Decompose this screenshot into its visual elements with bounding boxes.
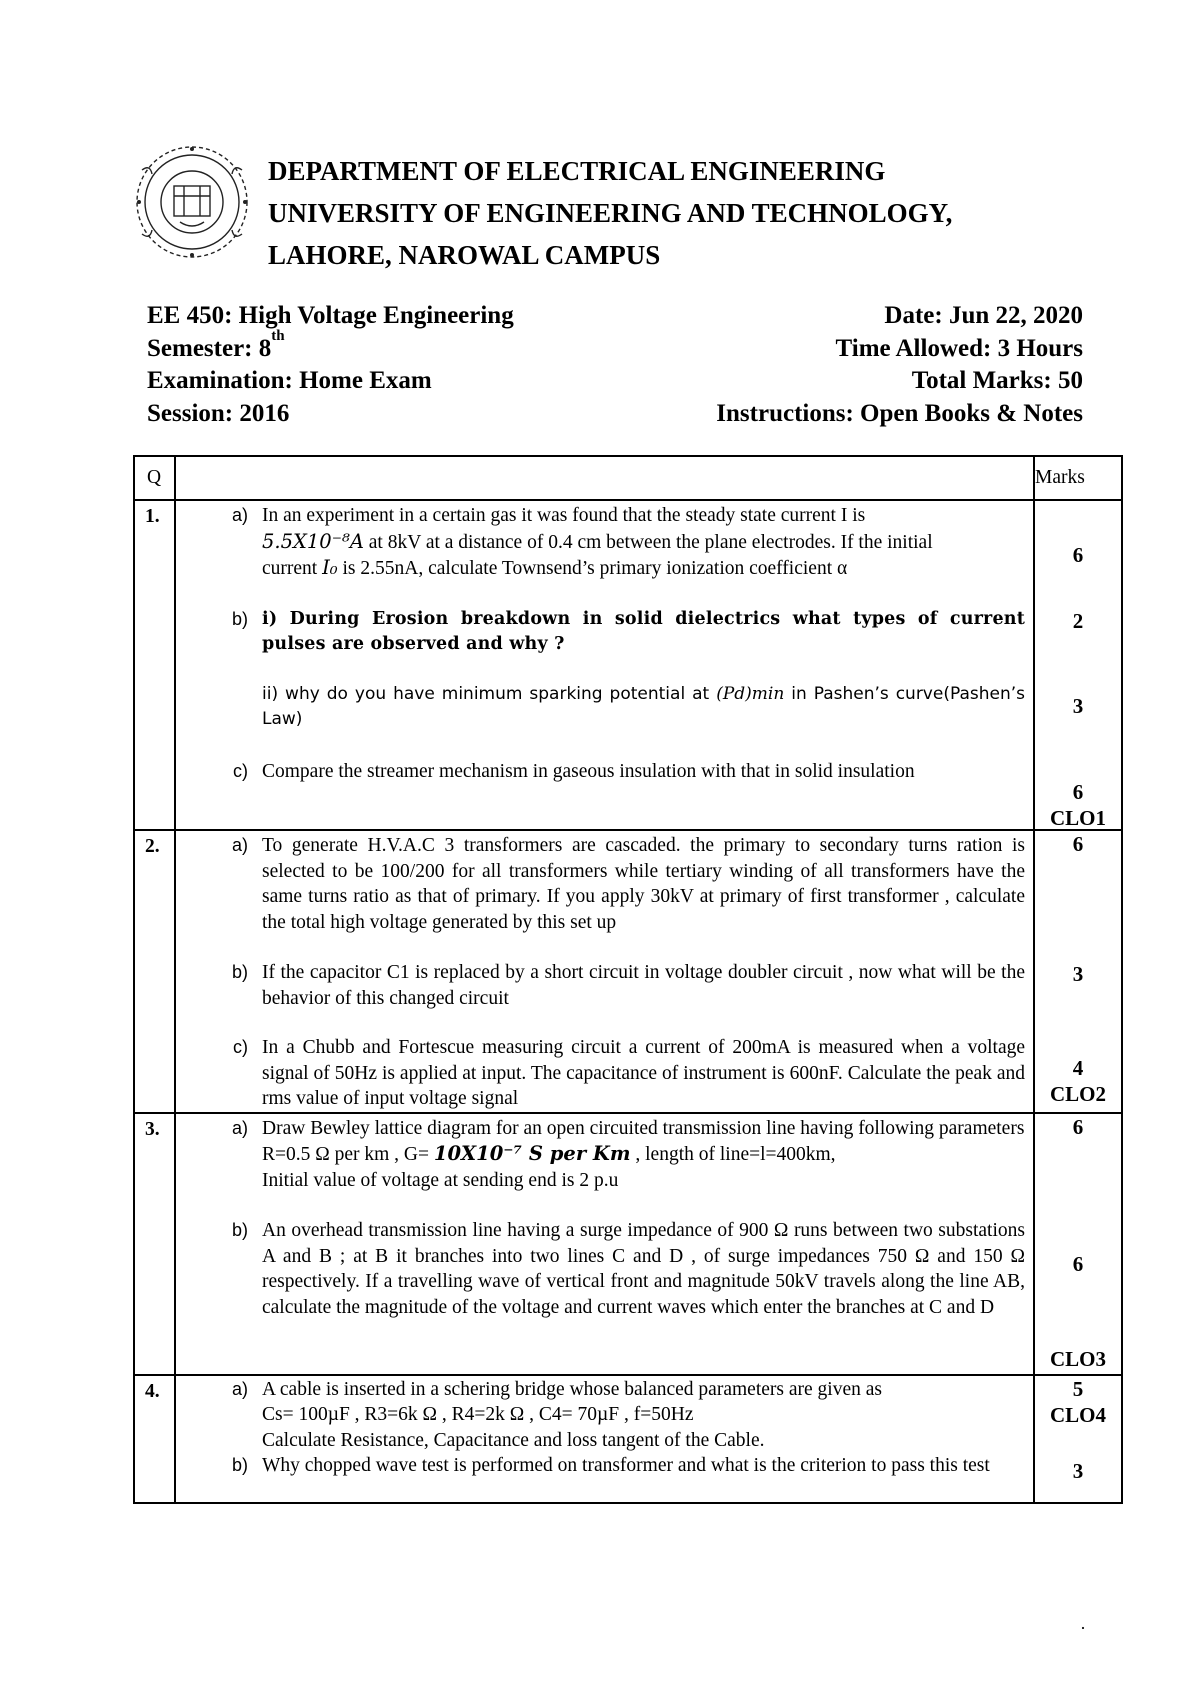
question-text: In an experiment in a certain gas it was found that the steady state current I is 5.5X10⁻⁸A at 8kV at a distance of 0.4 cm between the plane electrodes. If the initial current I₀ is 2.55nA, calculate Townsend’s primary ionization coefficient α (262, 505, 933, 579)
university-title: UNIVERSITY OF ENGINEERING AND TECHNOLOGY, (268, 198, 953, 228)
questions-table (133, 455, 1123, 1504)
marks-value: 3 (1072, 694, 1084, 718)
col-header-marks: Marks (1034, 456, 1122, 500)
question-text: In a Chubb and Fortescue measuring circuit a current of 200mA is measured when a voltage signal of 50Hz is applied at input. The capacitance of instrument is 600nF. Calculate the peak and rms value of input voltage signal (262, 1037, 1025, 1109)
question-text: Compare the streamer mechanism in gaseous insulation with that in solid insulation (262, 760, 915, 782)
question-number: 2. (134, 830, 175, 1113)
question-text: If the capacitor C1 is replaced by a short circuit in voltage doubler circuit , now what will be the behavior of this changed circuit (262, 962, 1025, 1009)
marks-value: 6 (1072, 1251, 1084, 1276)
part-label: a) (231, 835, 248, 855)
marks-value: 5 (1072, 1376, 1084, 1401)
marks-cell (1034, 830, 1122, 1113)
part-label: a) (231, 505, 248, 525)
question-number: 1. (134, 500, 175, 830)
question-body (175, 500, 1034, 830)
clo-label: CLO3 (1049, 1346, 1106, 1371)
question-body (175, 830, 1034, 1113)
marks-value: 2 (1072, 609, 1084, 633)
question-text: Draw Bewley lattice diagram for an open circuited transmission line having following parameters R=0.5 Ω per km , G= 10X10⁻⁷ S per Km , length of line=l=400km, Initial value of voltage at sending end is 2 p.u (262, 1117, 1025, 1191)
question-body (175, 1375, 1034, 1503)
table-header-row (134, 456, 1122, 500)
marks-value: 6 (1072, 543, 1084, 567)
marks-cell (1034, 500, 1122, 830)
question-body (175, 1113, 1034, 1375)
question-row (134, 500, 1122, 830)
question-number: 3. (134, 1113, 175, 1375)
question-text: ii) why do you have minimum sparking potential at (Pd)min in Pashen’s curve(Pashen’s Law) (262, 683, 1025, 729)
university-logo (130, 140, 254, 264)
clo-label: CLO2 (1049, 1082, 1106, 1106)
part-label: b) (231, 1220, 248, 1240)
marks-value: 4 (1072, 1056, 1084, 1080)
marks-cell (1034, 1113, 1122, 1375)
part-label: b) (231, 608, 248, 629)
campus-title: LAHORE, NAROWAL CAMPUS (268, 240, 661, 270)
question-text: i) During Erosion breakdown in solid dielectrics what types of current pulses are observed and why ? (262, 608, 1025, 654)
instructions: Instructions: Open Books & Notes (716, 399, 1083, 427)
question-row (134, 830, 1122, 1113)
examination-type: Examination: Home Exam (147, 367, 432, 394)
semester: Semester: 8th (147, 327, 285, 362)
question-text: To generate H.V.A.C 3 transformers are cascaded. the primary to secondary turns ration is selected to be 100/200 for all transformers while tertiary winding of all transformers have the same turns ratio as that of primary. If you apply 30kV at primary of first transformer , calculate the total high voltage generated by this set up (262, 835, 1025, 933)
question-text: A cable is inserted in a schering bridge whose balanced parameters are given as Cs= 100µF , R3=6k Ω , R4=2k Ω , C4= 70µF , f=50Hz Calculate Resistance, Capacitance and loss tangent of the Cable. (262, 1378, 882, 1451)
clo-label: CLO4 (1049, 1402, 1106, 1427)
part-label: a) (231, 1378, 248, 1399)
institution-heading (268, 150, 952, 276)
page-mark: · (1080, 1618, 1086, 1638)
marks-cell (1034, 1375, 1122, 1503)
question-number: 4. (134, 1375, 175, 1503)
total-marks: Total Marks: 50 (911, 367, 1083, 394)
marks-value: 6 (1072, 780, 1084, 804)
part-label: c) (233, 1037, 248, 1057)
part-label: b) (231, 1455, 248, 1475)
col-header-q: Q (134, 456, 175, 500)
exam-meta (147, 300, 1083, 430)
question-row (134, 1375, 1122, 1503)
question-row (134, 1113, 1122, 1375)
col-header-text (175, 456, 1034, 500)
question-text: An overhead transmission line having a surge impedance of 900 Ω runs between two substations A and B ; at B it branches into two lines C and D , of surge impedances 750 Ω and 150 Ω respectively. If a travelling wave of vertical front and magnitude 50kV travels along the line AB, calculate the magnitude of the voltage and current waves which enter the branches at C and D (262, 1220, 1025, 1318)
clo-label: CLO1 (1049, 806, 1106, 830)
question-text: Why chopped wave test is performed on transformer and what is the criterion to pass this test (262, 1455, 990, 1476)
time-allowed: Time Allowed: 3 Hours (835, 334, 1083, 362)
marks-value: 3 (1072, 1458, 1084, 1483)
marks-value: 6 (1072, 1114, 1084, 1139)
marks-value: 3 (1072, 962, 1084, 986)
department-title: DEPARTMENT OF ELECTRICAL ENGINEERING (268, 156, 886, 186)
part-label: c) (233, 760, 248, 781)
part-label: a) (231, 1117, 248, 1138)
course-name: EE 450: High Voltage Engineering (147, 302, 514, 329)
session: Session: 2016 (147, 399, 290, 427)
marks-value: 6 (1072, 832, 1084, 856)
part-label: b) (231, 962, 248, 982)
exam-date: Date: Jun 22, 2020 (884, 302, 1083, 329)
